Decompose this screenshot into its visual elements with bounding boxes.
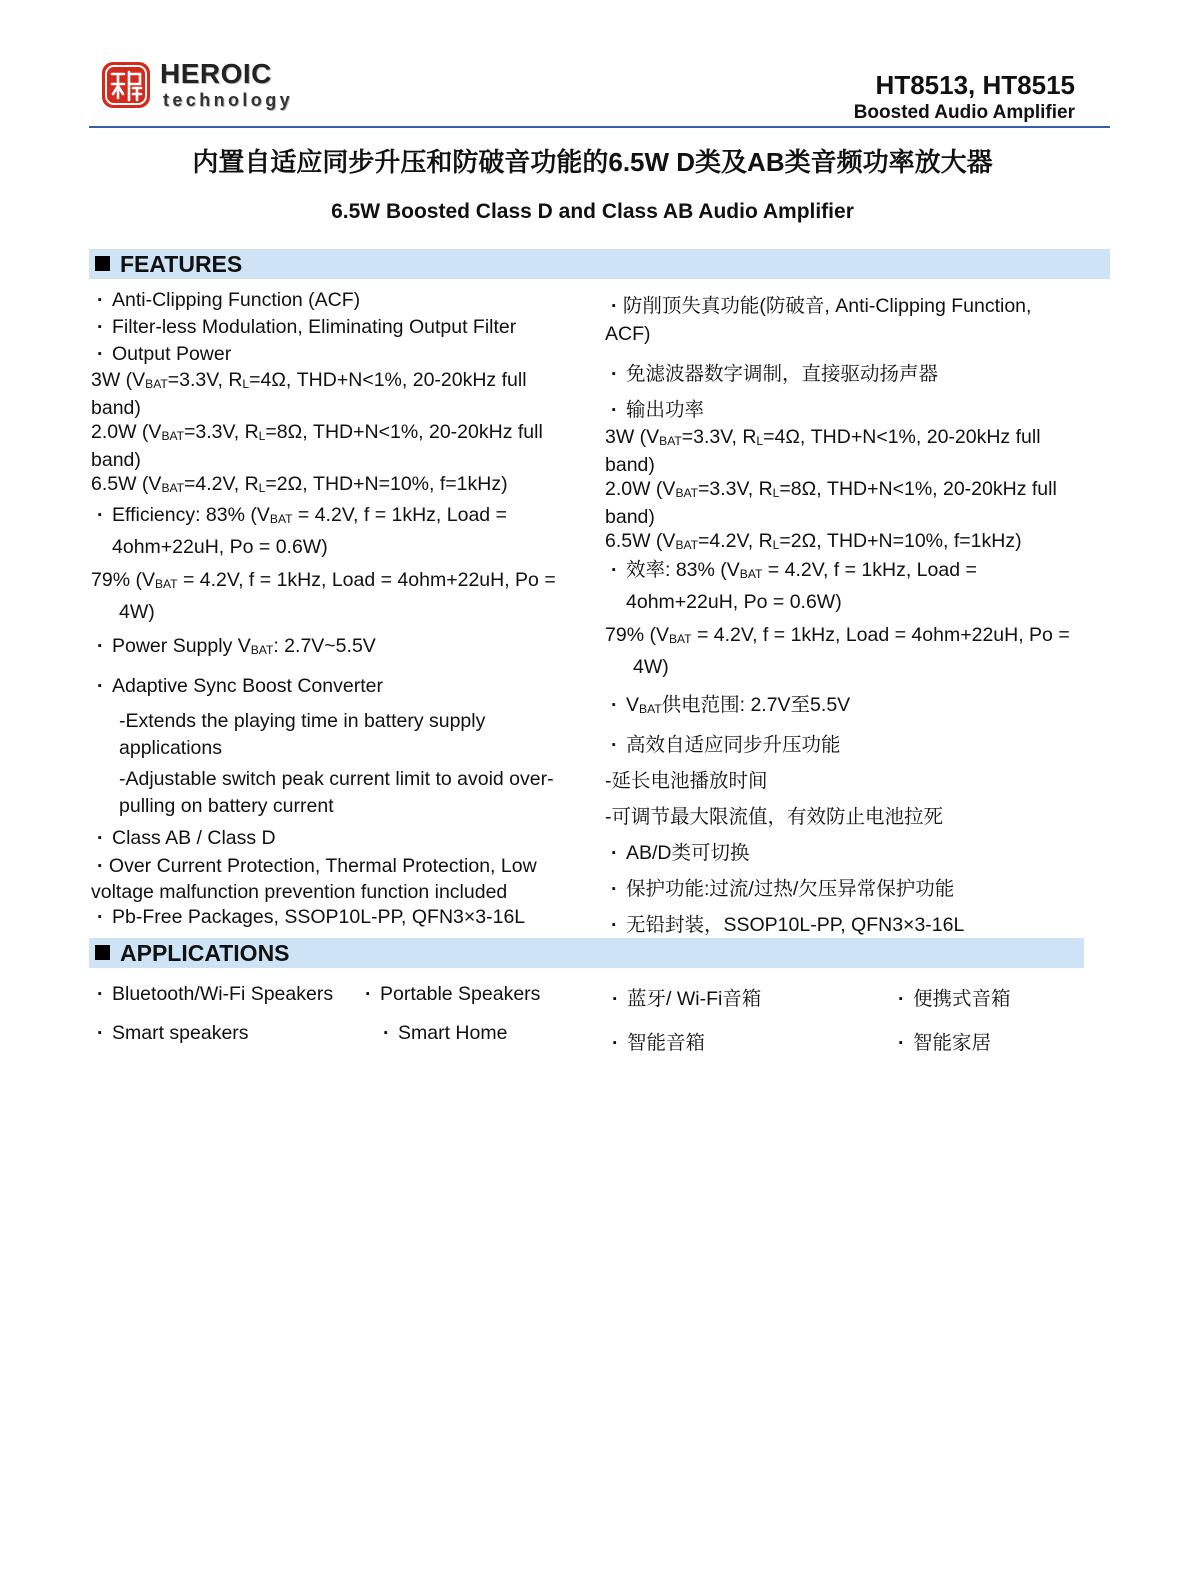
feature-boost: · Adaptive Sync Boost Converter bbox=[91, 674, 591, 698]
features-chinese bbox=[605, 292, 1085, 937]
application-portable: · Portable Speakers bbox=[359, 982, 540, 1006]
feature-class: · Class AB / Class D bbox=[91, 826, 591, 850]
feature-filterless: · Filter-less Modulation, Eliminating Output Filter bbox=[91, 315, 591, 339]
feature-cn-output-power: · 输出功率 bbox=[605, 398, 1085, 422]
feature-cn-boost-current-limit: -可调节最大限流值，有效防止电池拉死 bbox=[605, 805, 943, 828]
feature-output-power: · Output Power bbox=[91, 342, 591, 366]
feature-packages: · Pb-Free Packages, SSOP10L-PP, QFN3×3-16L bbox=[91, 905, 591, 929]
feature-power-3w: 3W ($V_{BAT}=3.3V$, $R_L=4\Omega$, THD+N<1%, 20-20kHz full band) bbox=[91, 369, 527, 419]
heroic-logo-seal bbox=[100, 58, 152, 112]
title-chinese: 内置自适应同步升压和防破音功能的6.5W D类及AB类音频功率放大器 bbox=[192, 147, 993, 177]
title-english: 6.5W Boosted Class D and Class AB Audio Amplifier bbox=[331, 200, 854, 223]
feature-cn-power-3w: 3W ($V_{BAT}=3.3V$, $R_L=4\Omega$, THD+N<1%, 20-20kHz full band) bbox=[605, 426, 1041, 476]
application-smart-speakers: · Smart speakers bbox=[91, 1021, 249, 1045]
features-heading-band bbox=[89, 249, 1110, 279]
feature-efficiency-79: 79% ($V_{BAT} = 4.2V$, f = 1kHz, Load = 4ohm+22uH, Po = 4W) bbox=[91, 569, 556, 624]
feature-cn-power-2w: 2.0W ($V_{BAT}=3.3V$, $R_L=8\Omega$, THD+N<1%, 20-20kHz full band) bbox=[605, 477, 1057, 528]
feature-cn-boost: · 高效自适应同步升压功能 bbox=[605, 733, 1085, 757]
feature-cn-power-6-5w: 6.5W ($V_{BAT}=4.2V$, $R_L=2\Omega$, THD+N=10%, f=1kHz) bbox=[605, 529, 1022, 552]
feature-cn-boost-playtime: -延长电池播放时间 bbox=[605, 769, 768, 792]
features-heading: FEATURES bbox=[89, 249, 1110, 279]
part-number: HT8513, HT8515 bbox=[875, 70, 1075, 100]
feature-cn-efficiency: · 效率: 83% ($V_{BAT} = 4.2V$, f = 1kHz, Load = 4ohm+22uH, Po = 0.6W) bbox=[605, 556, 1085, 616]
square-bullet-icon bbox=[95, 945, 110, 960]
application-cn-portable: · 便携式音箱 bbox=[892, 987, 1011, 1011]
application-smart-home: · Smart Home bbox=[377, 1021, 507, 1045]
feature-protection: · Over Current Protection, Thermal Protection, Low voltage malfunction prevention function included bbox=[91, 854, 537, 903]
features-english bbox=[91, 288, 591, 929]
feature-boost-current-limit: -Adjustable switch peak current limit to avoid over-pulling on battery current bbox=[119, 767, 554, 817]
feature-cn-acf: · 防削顶失真功能(防破音, Anti-Clipping Function, ACF) bbox=[605, 295, 1032, 345]
feature-power-6-5w: 6.5W ($V_{BAT}=4.2V$, $R_L=2\Omega$, THD+N=10%, f=1kHz) bbox=[91, 472, 508, 495]
feature-power-supply: · Power Supply $V_{BAT}$: 2.7V~5.5V bbox=[91, 634, 591, 662]
header-divider bbox=[89, 126, 1110, 128]
feature-power-2w: 2.0W ($V_{BAT}=3.3V$, $R_L=8\Omega$, THD+N<1%, 20-20kHz full band) bbox=[91, 420, 543, 471]
feature-cn-efficiency-79: 79% ($V_{BAT} = 4.2V$, f = 1kHz, Load = 4ohm+22uH, Po = 4W) bbox=[605, 624, 1070, 679]
feature-efficiency: · Efficiency: 83% ($V_{BAT} = 4.2V$, f = 1kHz, Load = 4ohm+22uH, Po = 0.6W) bbox=[91, 501, 591, 561]
feature-cn-class: · AB/D类可切换 bbox=[605, 841, 1085, 865]
application-bluetooth-wifi: · Bluetooth/Wi-Fi Speakers bbox=[91, 982, 333, 1006]
application-cn-bluetooth-wifi: · 蓝牙/ Wi-Fi音箱 bbox=[606, 987, 761, 1011]
feature-cn-supply: · $V_{BAT}$供电范围: 2.7V至5.5V bbox=[605, 693, 1085, 721]
feature-cn-packages: · 无铅封装，SSOP10L-PP, QFN3×3-16L bbox=[605, 913, 1085, 937]
brand-name: HEROIC bbox=[160, 58, 272, 89]
feature-acf: · Anti-Clipping Function (ACF) bbox=[91, 288, 591, 312]
part-description: Boosted Audio Amplifier bbox=[853, 102, 1075, 123]
feature-cn-filterless: · 免滤波器数字调制，直接驱动扬声器 bbox=[605, 362, 1085, 386]
feature-cn-protection: · 保护功能:过流/过热/欠压异常保护功能 bbox=[605, 877, 1085, 901]
application-cn-smart-home: · 智能家居 bbox=[892, 1031, 991, 1055]
brand-tagline: technology bbox=[163, 90, 294, 110]
feature-boost-playtime: -Extends the playing time in battery supply applications bbox=[119, 709, 486, 759]
applications-heading-band bbox=[89, 938, 1084, 968]
square-bullet-icon bbox=[95, 256, 110, 271]
applications-heading: APPLICATIONS bbox=[89, 938, 1084, 968]
application-cn-smart-speakers: · 智能音箱 bbox=[606, 1031, 705, 1055]
